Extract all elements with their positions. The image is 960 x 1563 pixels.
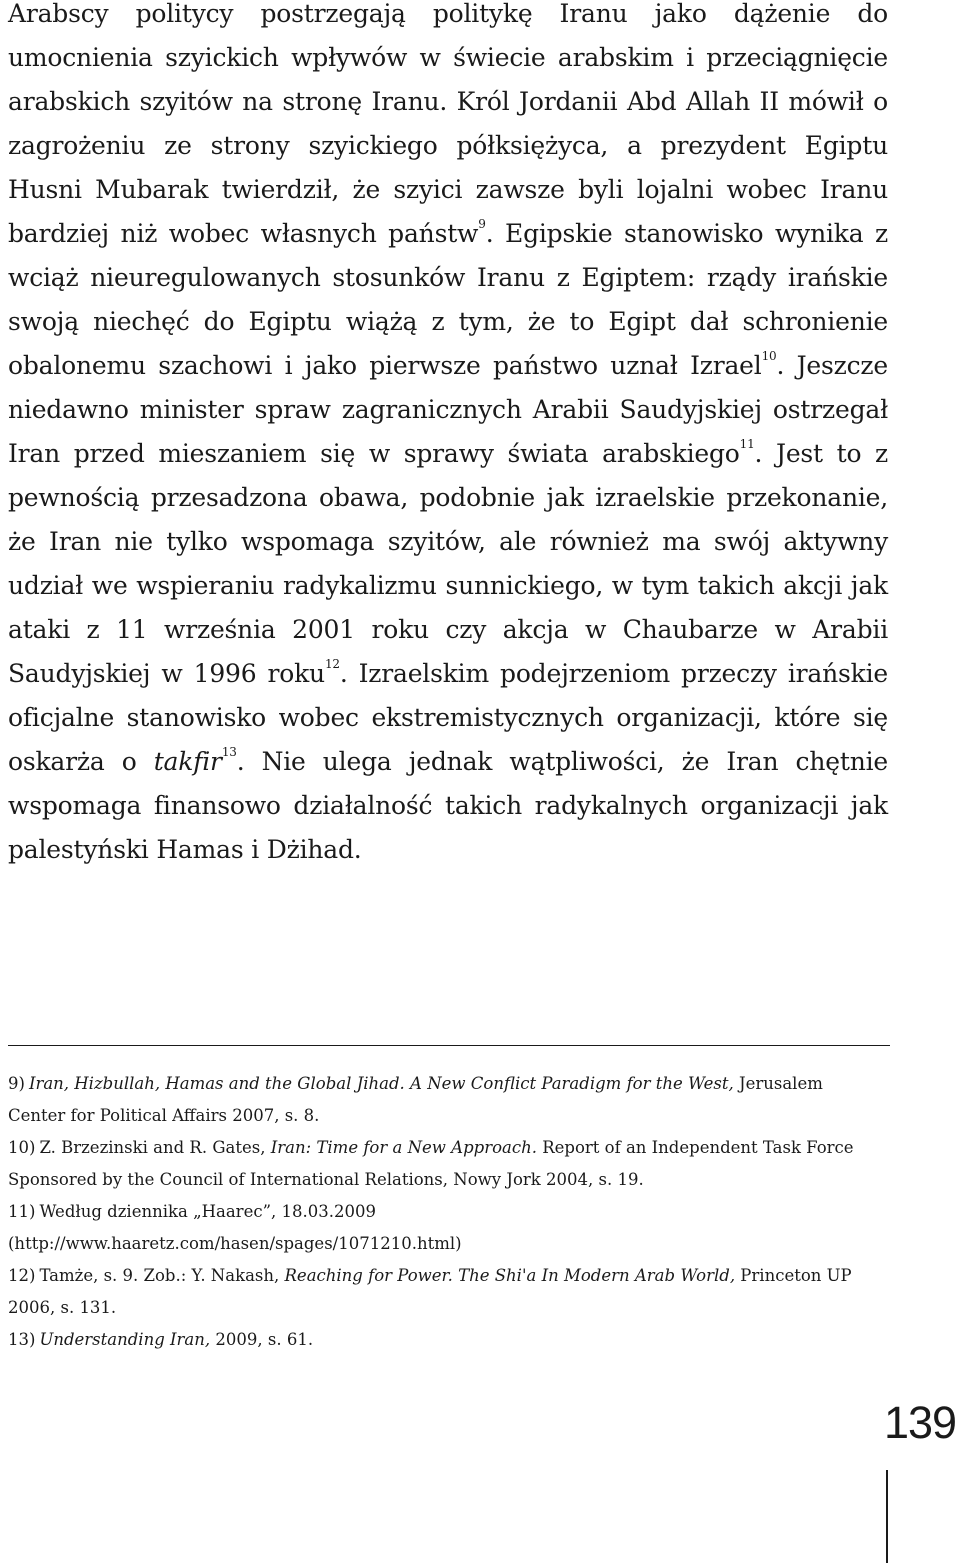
footnote-12 [8,1260,868,1324]
footnote-ref-11[interactable]: 11 [739,437,755,451]
footnote-ref-10[interactable]: 10 [761,349,777,363]
footnote-text: Tamże, s. 9. Zob.: Y. Nakash, [39,1266,285,1285]
footnote-text: Princeton UP 2006, s. 131. [8,1266,852,1317]
body-text-segment: . Nie ulega jednak wątpliwości, że Iran chętnie wspomaga finansowo działalność takich radykalnych organizacji jak palestyński Hamas i Dżihad. [8,747,888,864]
footnote-10 [8,1132,868,1196]
footnote-italic: Reaching for Power. The Shi'a In Modern Arab World, [284,1266,736,1285]
footnote-text: Według dziennika „Haarec”, 18.03.2009 [39,1202,376,1221]
body-text-segment: . Egipskie stanowisko wynika z wciąż nieuregulowanych stosunków Iranu z Egiptem: rządy irańskie swoją niechęć do Egiptu wiążą z tym, że to Egipt dał schronienie obalonemu szachowi i jako pierwsze państwo uznał Izrael [8,219,888,380]
footnote-text: 2009, s. 61. [210,1330,314,1349]
footnote-url-link[interactable]: (http://www.haaretz.com/hasen/spages/1071210.html) [8,1234,462,1253]
footnote-ref-13[interactable]: 13 [221,745,237,759]
footnote-9 [8,1068,868,1132]
footnote-italic: Iran: Time for a New Approach. [270,1138,537,1157]
footnote-number: 12) [8,1266,36,1285]
body-text-segment: Arabscy politycy postrzegają politykę Iranu jako dążenie do umocnienia szyickich wpływów w świecie arabskim i przeciągnięcie arabskich szyitów na stronę Iranu. Król Jordanii Abd Allah II mówił o zagrożeniu ze strony szyickiego półksiężyca, a prezydent Egiptu Husni Mubarak twierdził, że szyici zawsze byli lojalni wobec Iranu bardziej niż wobec własnych państw [8,0,888,248]
footnote-number: 10) [8,1138,36,1157]
body-text-segment: . Izraelskim podejrzeniom przeczy irańskie oficjalne stanowisko wobec ekstremistycznych organizacji, które się oskarża o [8,659,889,776]
page-number-divider [886,1470,888,1563]
footnote-number: 13) [8,1330,36,1349]
italic-term: takfir [153,747,222,776]
body-text-segment: . Jest to z pewnością przesadzona obawa, podobnie jak izraelskie przekonanie, że Iran nie tylko wspomaga szyitów, ale również ma swój aktywny udział we wspieraniu radykalizmu sunnickiego, w tym takich akcji jak ataki z 11 września 2001 roku czy akcja w Chaubarze w Arabii Saudyjskiej w 1996 roku [8,439,888,688]
footnote-text: Jerusalem Center for Political Affairs 2007, s. 8. [8,1074,823,1125]
footnote-divider [8,1045,890,1046]
footnote-text: Report of an Independent Task Force Sponsored by the Council of International Relations, Nowy Jork 2004, s. 19. [8,1138,854,1189]
footnote-ref-12[interactable]: 12 [324,657,340,671]
footnote-text: Z. Brzezinski and R. Gates, [39,1138,271,1157]
footnote-italic: Iran, Hizbullah, Hamas and the Global Jihad. A New Conflict Paradigm for the West, [28,1074,734,1093]
footnote-number: 9) [8,1074,25,1093]
body-paragraph [8,0,888,872]
body-text-segment: . Jeszcze niedawno minister spraw zagranicznych Arabii Saudyjskiej ostrzegał Iran przed mieszaniem się w sprawy świata arabskiego [8,351,888,468]
footnote-number: 11) [8,1202,36,1221]
footnote-13 [8,1324,868,1356]
footnotes-section [8,1068,868,1356]
page-number: 139 [884,1397,957,1448]
footnote-11 [8,1196,868,1260]
footnote-italic: Understanding Iran, [39,1330,211,1349]
footnote-ref-9[interactable]: 9 [478,217,486,231]
